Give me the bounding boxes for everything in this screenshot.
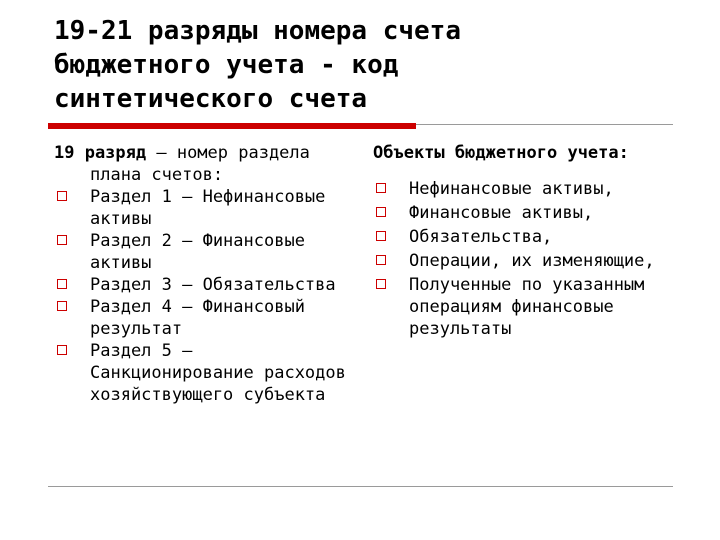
list-item xyxy=(54,230,359,274)
checkbox-bullet-icon xyxy=(57,191,67,201)
list-item-text: Финансовые активы, xyxy=(409,203,594,223)
left-column xyxy=(54,142,359,406)
left-heading-bold: 19 разряд xyxy=(54,143,147,163)
left-heading xyxy=(54,142,359,186)
checkbox-bullet-icon xyxy=(57,235,67,245)
left-list xyxy=(54,186,359,406)
list-item-text: Раздел 1 – Нефинансовые активы xyxy=(90,187,326,229)
list-item xyxy=(54,186,359,230)
list-item xyxy=(373,178,683,200)
right-list xyxy=(373,178,683,340)
list-item-text: Нефинансовые активы, xyxy=(409,179,614,199)
list-item-text: Раздел 2 – Финансовые активы xyxy=(90,231,305,273)
checkbox-bullet-icon xyxy=(376,279,386,289)
slide-title: 19-21 разряды номера счета бюджетного учета - код синтетического счета xyxy=(54,16,461,114)
checkbox-bullet-icon xyxy=(376,231,386,241)
list-item xyxy=(54,340,359,406)
list-item xyxy=(373,226,683,248)
list-item xyxy=(54,274,359,296)
list-item xyxy=(373,274,683,340)
list-item-text: Раздел 3 – Обязательства xyxy=(90,275,336,295)
list-item xyxy=(54,296,359,340)
list-item-text: Полученные по указанным операциям финансовые результаты xyxy=(409,275,645,339)
bottom-divider xyxy=(48,486,673,487)
checkbox-bullet-icon xyxy=(376,207,386,217)
checkbox-bullet-icon xyxy=(57,301,67,311)
right-column xyxy=(373,142,683,342)
list-item-text: Раздел 4 – Финансовый результат xyxy=(90,297,305,339)
right-heading: Объекты бюджетного учета: xyxy=(373,143,629,163)
checkbox-bullet-icon xyxy=(57,345,67,355)
list-item-text: Обязательства, xyxy=(409,227,553,247)
checkbox-bullet-icon xyxy=(57,279,67,289)
list-item-text: Раздел 5 – Санкционирование расходов хозяйствующего субъекта xyxy=(90,341,346,405)
list-item-text: Операции, их изменяющие, xyxy=(409,251,655,271)
list-item xyxy=(373,202,683,224)
checkbox-bullet-icon xyxy=(376,255,386,265)
list-item xyxy=(373,250,683,272)
title-accent-bar xyxy=(48,123,416,129)
checkbox-bullet-icon xyxy=(376,183,386,193)
left-heading-rest: – номер раздела плана счетов: xyxy=(90,143,310,185)
